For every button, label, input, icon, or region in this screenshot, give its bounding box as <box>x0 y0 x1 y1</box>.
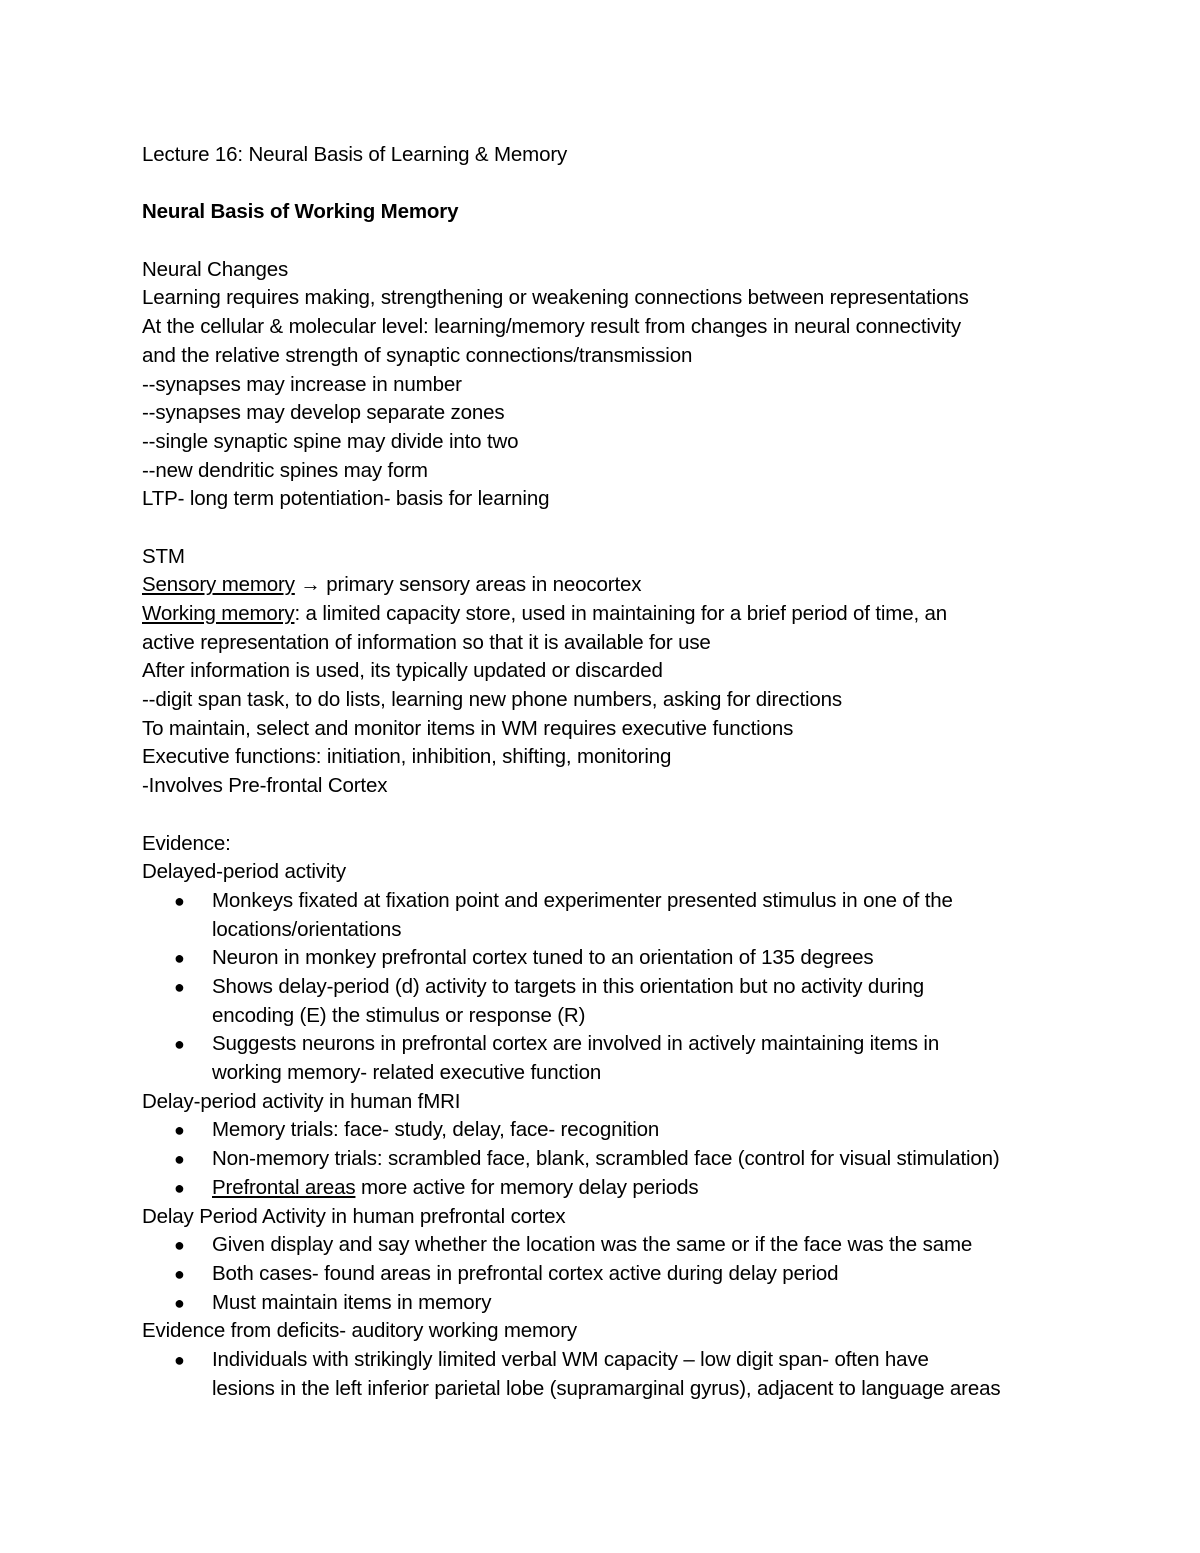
section-heading: Neural Basis of Working Memory <box>142 200 459 224</box>
bullet-icon: ● <box>174 976 185 997</box>
lecture-title: Lecture 16: Neural Basis of Learning & Memory <box>142 143 568 166</box>
stm-line: active representation of information so that it is available for use <box>142 630 711 654</box>
bullet-icon: ● <box>174 1149 185 1170</box>
list-item <box>142 1289 1152 1318</box>
stm-line: --digit span task, to do lists, learning new phone numbers, asking for directions <box>142 688 843 712</box>
bullet-icon: ● <box>174 1120 185 1141</box>
bullet-icon: ● <box>174 1177 185 1198</box>
list-item <box>142 1260 1152 1289</box>
list-item-text: locations/orientations <box>212 917 402 941</box>
list-item-text: Monkeys fixated at fixation point and experimenter presented stimulus in one of the <box>212 888 953 912</box>
neural-changes-line: --single synaptic spine may divide into two <box>142 429 519 453</box>
bullet-icon: ● <box>174 1034 185 1055</box>
evidence-heading: Evidence: <box>142 831 231 855</box>
pfc-heading: Delay Period Activity in human prefrontal cortex <box>142 1204 566 1228</box>
bullet-icon: ● <box>174 1350 185 1371</box>
fmri-heading: Delay-period activity in human fMRI <box>142 1089 461 1113</box>
pfc-list <box>142 1231 1152 1317</box>
list-item-text: lesions in the left inferior parietal lobe (supramarginal gyrus), adjacent to language areas <box>212 1376 1001 1400</box>
prefrontal-areas-text: more active for memory delay periods <box>355 1175 699 1199</box>
bullet-icon: ● <box>174 1235 185 1256</box>
neural-changes-line: --synapses may increase in number <box>142 372 462 396</box>
list-item-text: Shows delay-period (d) activity to targets in this orientation but no activity during <box>212 974 924 998</box>
list-item-text: Both cases- found areas in prefrontal cortex active during delay period <box>212 1261 839 1285</box>
list-item-text <box>212 1174 1152 1203</box>
bullet-icon: ● <box>174 1292 185 1313</box>
delayed-activity-heading: Delayed-period activity <box>142 860 346 884</box>
spacer <box>142 801 1152 830</box>
prefrontal-areas-term: Prefrontal areas <box>212 1175 356 1199</box>
sensory-memory-line <box>142 571 1152 600</box>
sensory-memory-term: Sensory memory <box>142 573 295 597</box>
list-item-text: Suggests neurons in prefrontal cortex are involved in actively maintaining items in <box>212 1032 940 1056</box>
working-memory-text: : a limited capacity store, used in maintaining for a brief period of time, an <box>294 602 948 625</box>
stm-line: Executive functions: initiation, inhibition, shifting, monitoring <box>142 745 672 769</box>
neural-changes-line: LTP- long term potentiation- basis for learning <box>142 487 550 511</box>
list-item <box>142 1231 1152 1260</box>
list-item-text: Must maintain items in memory <box>212 1290 492 1314</box>
neural-changes-line: Learning requires making, strengthening or weakening connections between representations <box>142 286 969 310</box>
spacer <box>142 514 1152 543</box>
neural-changes-heading: Neural Changes <box>142 257 289 281</box>
list-item <box>142 1116 1152 1145</box>
neural-changes-line: --synapses may develop separate zones <box>142 401 505 425</box>
spacer <box>142 170 1152 199</box>
deficits-heading: Evidence from deficits- auditory working memory <box>142 1319 577 1343</box>
neural-changes-line: --new dendritic spines may form <box>142 458 428 482</box>
neural-changes-line: and the relative strength of synaptic connections/transmission <box>142 343 693 367</box>
stm-line: After information is used, its typically updated or discarded <box>142 659 663 683</box>
spacer <box>142 227 1152 256</box>
bullet-icon: ● <box>174 948 185 969</box>
stm-line: To maintain, select and monitor items in WM requires executive functions <box>142 716 794 740</box>
fmri-list <box>142 1116 1152 1202</box>
list-item <box>142 1346 1152 1403</box>
arrow-right-icon: → <box>300 573 321 597</box>
stm-line: -Involves Pre-frontal Cortex <box>142 774 388 798</box>
bullet-icon: ● <box>174 890 185 911</box>
list-item <box>142 887 1152 944</box>
list-item-text: Non-memory trials: scrambled face, blank, scrambled face (control for visual stimulation) <box>212 1147 1000 1171</box>
neural-changes-line: At the cellular & molecular level: learning/memory result from changes in neural connectivity <box>142 315 961 339</box>
list-item <box>142 1030 1152 1087</box>
list-item <box>142 1145 1152 1174</box>
bullet-icon: ● <box>174 1263 185 1284</box>
list-item-text: working memory- related executive function <box>212 1061 602 1085</box>
working-memory-term: Working memory <box>142 602 295 625</box>
delayed-activity-list <box>142 887 1152 1088</box>
deficits-list <box>142 1346 1152 1403</box>
list-item-text: Given display and say whether the location was the same or if the face was the same <box>212 1233 973 1257</box>
document-page <box>142 141 1152 1403</box>
list-item-text: Individuals with strikingly limited verbal WM capacity – low digit span- often have <box>212 1348 929 1372</box>
list-item <box>142 944 1152 973</box>
list-item-text: encoding (E) the stimulus or response (R) <box>212 1003 586 1027</box>
list-item-text: Neuron in monkey prefrontal cortex tuned to an orientation of 135 degrees <box>212 946 874 970</box>
sensory-memory-text: primary sensory areas in neocortex <box>320 573 642 597</box>
list-item <box>142 973 1152 1030</box>
list-item <box>142 1174 1152 1203</box>
working-memory-line <box>142 600 1152 629</box>
list-item-text: Memory trials: face- study, delay, face- recognition <box>212 1118 660 1142</box>
stm-heading: STM <box>142 544 185 568</box>
